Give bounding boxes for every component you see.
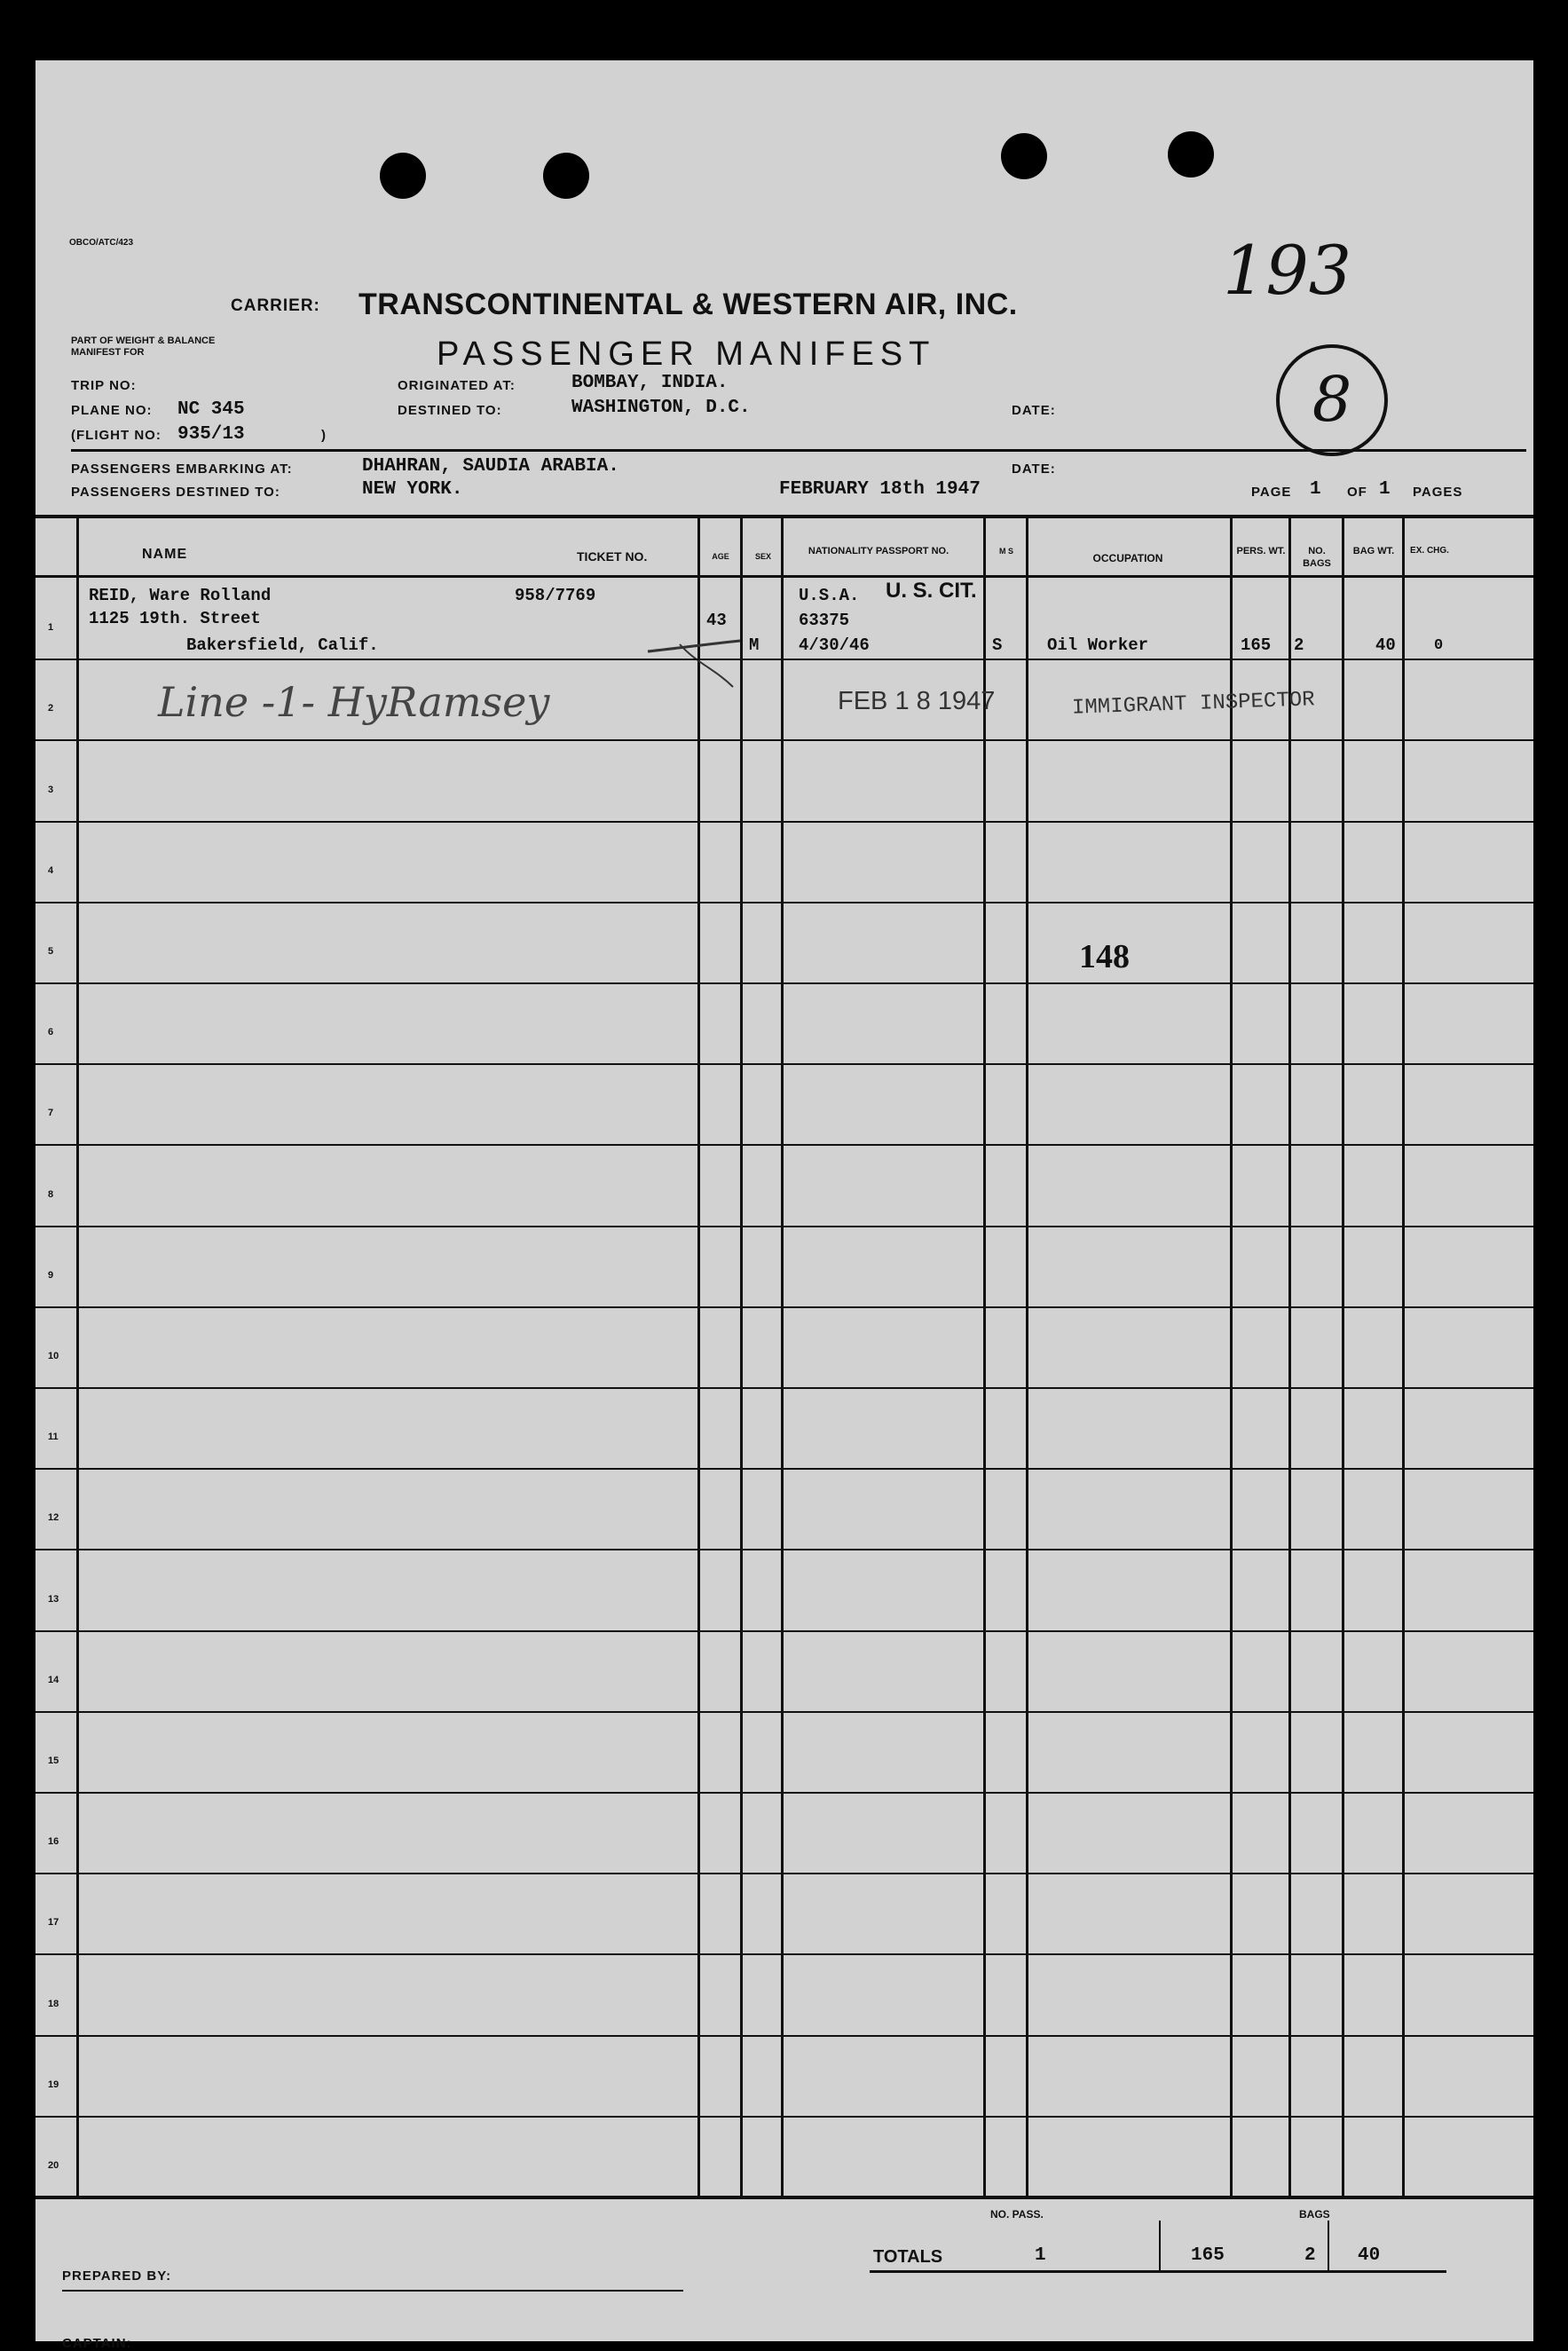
table-row-rule — [35, 1873, 1533, 1874]
col-line — [740, 515, 743, 2197]
carrier-name: TRANSCONTINENTAL & WESTERN AIR, INC. — [359, 288, 1018, 321]
col-header-ticket: TICKET NO. — [577, 549, 648, 564]
col-line — [76, 515, 79, 2197]
pass-destined-value: NEW YORK. — [362, 479, 463, 500]
passenger-name-line3: Bakersfield, Calif. — [186, 635, 379, 655]
embarking-label: PASSENGERS EMBARKING AT: — [71, 462, 293, 477]
citizenship-stamp: U. S. CIT. — [886, 579, 977, 603]
row-number: 3 — [48, 785, 54, 795]
prepared-by-label: PREPARED BY: — [62, 2268, 172, 2284]
page-total: 1 — [1379, 479, 1391, 500]
table-row-rule — [35, 2197, 1533, 2198]
col-header-age: AGE — [712, 552, 729, 561]
date-label-2: DATE: — [1012, 462, 1056, 477]
table-row-rule — [35, 1549, 1533, 1550]
col-line — [983, 515, 986, 2197]
page-label: PAGE — [1251, 485, 1292, 500]
table-row-rule — [35, 1792, 1533, 1794]
passenger-ticket: 958/7769 — [515, 586, 596, 605]
row-number: 2 — [48, 703, 54, 714]
row-number: 14 — [48, 1675, 59, 1685]
table-row-rule — [35, 659, 1533, 660]
date-label-1: DATE: — [1012, 403, 1056, 418]
col-header-ms: M S — [998, 547, 1013, 556]
table-row-rule — [35, 982, 1533, 984]
divider — [71, 449, 1526, 452]
check-mark-icon — [644, 637, 742, 699]
part-of-label: PART OF WEIGHT & BALANCE MANIFEST FOR — [71, 335, 216, 358]
table-row-rule — [35, 1306, 1533, 1308]
col-line — [781, 515, 784, 2197]
plane-no-label: PLANE NO: — [71, 403, 153, 418]
table-row-rule — [35, 1630, 1533, 1632]
plane-no-value: NC 345 — [177, 399, 245, 420]
passenger-passport-date: 4/30/46 — [799, 635, 870, 655]
passenger-passport-no: 63375 — [799, 611, 850, 630]
table-row-rule — [35, 1468, 1533, 1470]
punch-hole — [1001, 133, 1047, 179]
row-number: 11 — [48, 1432, 59, 1442]
row-number: 16 — [48, 1836, 59, 1847]
table-row-rule — [35, 1144, 1533, 1146]
originated-label: ORIGINATED AT: — [398, 378, 516, 393]
handwritten-annotation: Line -1- HyRamsey — [158, 678, 550, 726]
row-number: 6 — [48, 1027, 54, 1037]
totals-bag-wt: 40 — [1358, 2245, 1381, 2266]
page-num: 1 — [1310, 479, 1321, 500]
prepared-by-line — [62, 2290, 683, 2292]
row-number: 4 — [48, 865, 54, 876]
immigrant-inspector-stamp: IMMIGRANT INSPECTOR — [1071, 688, 1316, 721]
col-line — [697, 515, 700, 2197]
circled-number-text: 8 — [1312, 363, 1352, 436]
col-line — [1288, 515, 1291, 2197]
row-number: 15 — [48, 1755, 59, 1766]
row-number: 5 — [48, 946, 54, 957]
table-header-rule — [35, 575, 1533, 578]
col-header-name: NAME — [142, 547, 188, 562]
table-row-rule — [35, 1387, 1533, 1389]
of-label: OF — [1347, 485, 1367, 500]
doc-code: OBCO/ATC/423 — [69, 238, 134, 248]
trip-no-label: TRIP NO: — [71, 378, 137, 393]
pages-label: PAGES — [1413, 485, 1463, 500]
manifest-title: PASSENGER MANIFEST — [437, 335, 936, 373]
col-line — [1026, 515, 1028, 2197]
table-row-rule — [35, 1063, 1533, 1065]
pass-destined-label: PASSENGERS DESTINED TO: — [71, 485, 280, 500]
totals-label: TOTALS — [873, 2247, 943, 2267]
col-line — [1230, 515, 1233, 2197]
col-header-nationality: NATIONALITY PASSPORT NO. — [808, 546, 949, 556]
col-header-bag-wt: BAG WT. — [1352, 546, 1395, 556]
punch-hole — [1168, 131, 1214, 178]
originated-value: BOMBAY, INDIA. — [571, 373, 729, 393]
passenger-name-line1: REID, Ware Rolland — [89, 586, 272, 605]
passenger-bag-wt: 40 — [1375, 635, 1396, 655]
passenger-age: 43 — [706, 611, 727, 630]
row-number: 17 — [48, 1917, 59, 1928]
col-line — [1402, 515, 1405, 2197]
table-row-rule — [35, 1226, 1533, 1227]
table-row-rule — [35, 2116, 1533, 2118]
destined-value: WASHINGTON, D.C. — [571, 398, 751, 418]
punch-hole — [543, 153, 589, 199]
row-number: 1 — [48, 622, 54, 633]
col-header-pers-wt: PERS. WT. — [1236, 546, 1286, 556]
passenger-occupation: Oil Worker — [1047, 635, 1149, 655]
no-pass-label: NO. PASS. — [990, 2208, 1044, 2221]
row-number: 13 — [48, 1594, 59, 1605]
captain-label: CAPTAIN: — [62, 2336, 132, 2351]
punch-hole — [380, 153, 426, 199]
manifest-sheet — [35, 60, 1533, 2351]
table-row-rule — [35, 1953, 1533, 1955]
totals-divider — [1159, 2221, 1161, 2272]
col-header-sex: SEX — [754, 552, 771, 561]
stamp-number: 148 — [1079, 938, 1130, 975]
passenger-nationality: U.S.A. — [799, 586, 860, 605]
bags-label: BAGS — [1299, 2208, 1330, 2221]
circled-number — [1276, 344, 1388, 456]
table-row-rule — [35, 821, 1533, 823]
row-number: 10 — [48, 1351, 59, 1361]
table-row-rule — [35, 1711, 1533, 1713]
totals-underline — [870, 2270, 1446, 2273]
destined-label: DESTINED TO: — [398, 403, 502, 418]
passenger-no-bags: 2 — [1294, 635, 1304, 655]
totals-pers-wt: 165 — [1191, 2245, 1225, 2266]
table-row-rule — [35, 2035, 1533, 2037]
table-row-rule — [35, 902, 1533, 903]
passenger-name-line2: 1125 19th. Street — [89, 609, 261, 628]
flight-no-close: ) — [321, 428, 327, 443]
embarking-value: DHAHRAN, SAUDIA ARABIA. — [362, 456, 619, 477]
col-header-occupation: OCCUPATION — [1092, 552, 1163, 564]
totals-divider — [1328, 2221, 1329, 2272]
row-number: 20 — [48, 2160, 59, 2171]
totals-no-pass: 1 — [1035, 2245, 1046, 2266]
table-top-rule — [35, 515, 1533, 518]
col-header-no-bags: NO. BAGS — [1303, 546, 1331, 569]
row-number: 9 — [48, 1270, 54, 1281]
col-line — [1342, 515, 1344, 2197]
row-number: 8 — [48, 1189, 54, 1200]
row-number: 18 — [48, 1999, 59, 2009]
handwritten-number: 193 — [1223, 231, 1352, 310]
passenger-marital-status: S — [992, 635, 1003, 655]
row-number: 7 — [48, 1108, 54, 1118]
passenger-sex: M — [749, 635, 760, 655]
flight-no-label: (FLIGHT NO: — [71, 428, 162, 443]
flight-no-value: 935/13 — [177, 424, 245, 445]
date-value: FEBRUARY 18th 1947 — [779, 479, 981, 500]
col-header-ex-chg: EX. CHG. — [1410, 546, 1449, 556]
table-row-rule — [35, 739, 1533, 741]
carrier-label: CARRIER: — [231, 296, 320, 315]
passenger-ex-chg: 0 — [1434, 637, 1444, 654]
totals-bags: 2 — [1304, 2245, 1316, 2266]
row-number: 19 — [48, 2079, 59, 2090]
row-number: 12 — [48, 1512, 59, 1523]
passenger-pers-wt: 165 — [1241, 635, 1272, 655]
inspection-stamp-date: FEB 1 8 1947 — [838, 687, 996, 715]
